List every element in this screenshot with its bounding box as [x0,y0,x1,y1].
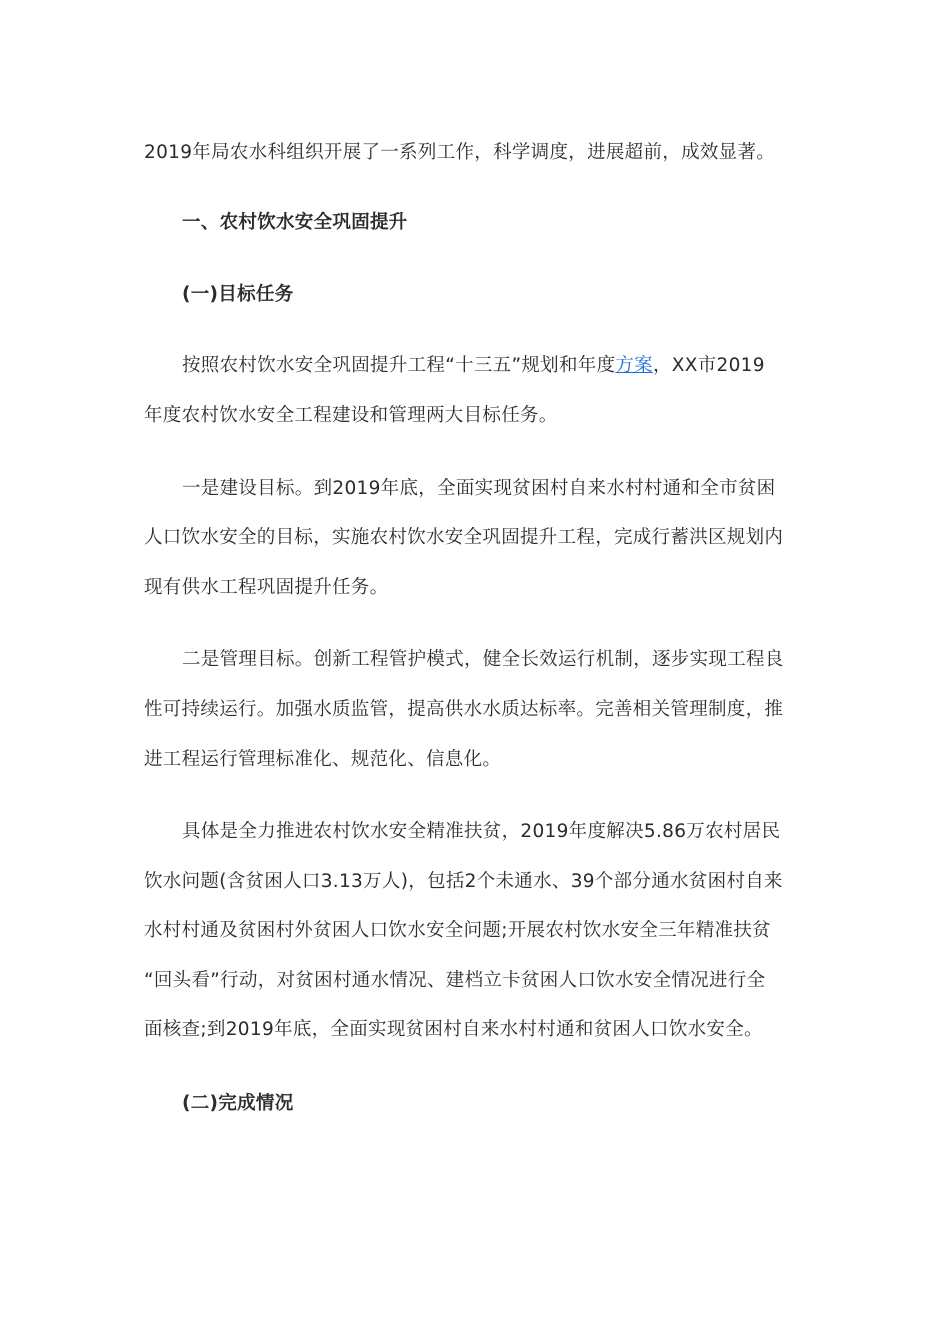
plan-link[interactable]: 方案 [615,355,653,376]
paragraph-text: 按照农村饮水安全巩固提升工程“十三五”规划和年度 [182,355,616,376]
section-heading: 一、农村饮水安全巩固提升 [182,212,408,233]
paragraph-line: 具体是全力推进农村饮水安全精准扶贫，2019年度解决5.86万农村居民 [182,821,781,842]
paragraph-line: 现有供水工程巩固提升任务。 [144,577,389,598]
paragraph-line: 一是建设目标。到2019年底，全面实现贫困村自来水村村通和全市贫困 [182,478,776,499]
paragraph-line: 进工程运行管理标准化、规范化、信息化。 [144,749,502,770]
paragraph-line: 性可持续运行。加强水质监管，提高供水水质达标率。完善相关管理制度，推 [144,699,784,720]
paragraph-line [182,354,765,378]
paragraph-line: 年度农村饮水安全工程建设和管理两大目标任务。 [144,405,558,426]
subsection-heading-targets: (一)目标任务 [182,284,294,305]
paragraph-text: ，XX市2019 [652,355,765,376]
paragraph-line: 二是管理目标。创新工程管护模式，健全长效运行机制，逐步实现工程良 [182,649,784,670]
paragraph-line: 饮水问题(含贫困人口3.13万人)，包括2个未通水、39个部分通水贫困村自来 [144,871,783,892]
paragraph-line: 面核查;到2019年底，全面实现贫困村自来水村村通和贫困人口饮水安全。 [144,1019,763,1040]
subsection-heading-completion: (二)完成情况 [182,1093,294,1114]
paragraph-line: 人口饮水安全的目标，实施农村饮水安全巩固提升工程，完成行蓄洪区规划内 [144,527,784,548]
paragraph-line: “回头看”行动，对贫困村通水情况、建档立卡贫困人口饮水安全情况进行全 [144,970,766,991]
paragraph-line: 水村村通及贫困村外贫困人口饮水安全问题;开展农村饮水安全三年精准扶贫 [144,920,771,941]
intro-line: 2019年局农水科组织开展了一系列工作，科学调度，进展超前，成效显著。 [144,142,776,163]
